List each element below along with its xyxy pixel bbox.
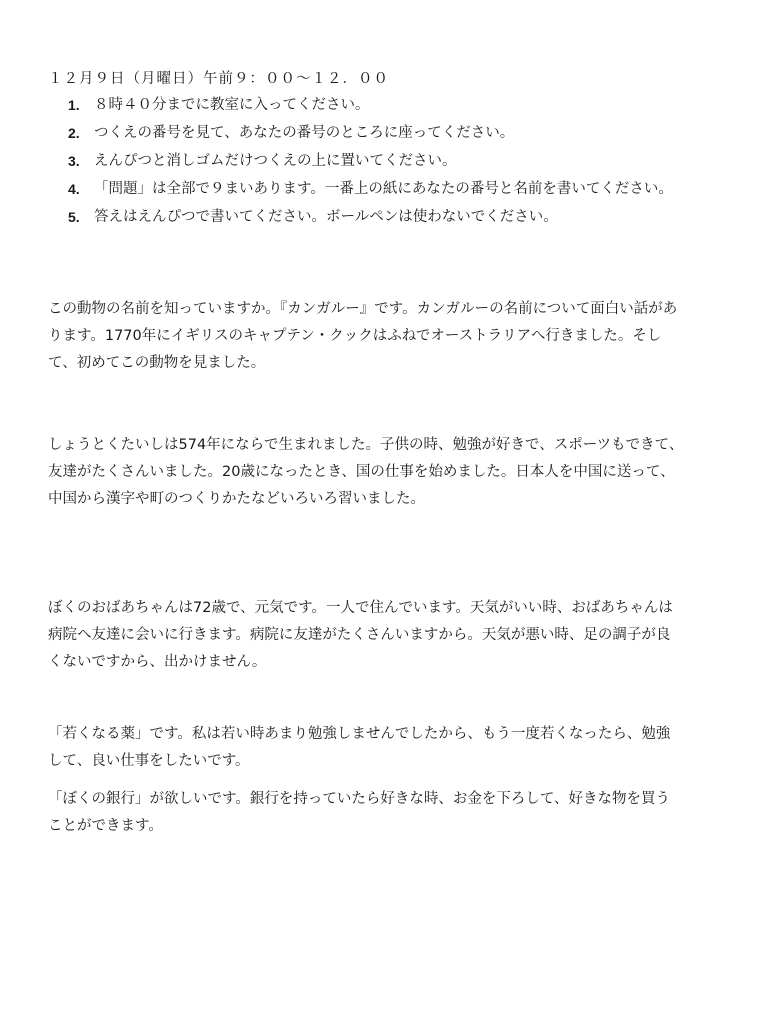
instruction-text: 「問題」は全部で９まいあります。一番上の紙にあなたの番号と名前を書いてください。: [94, 181, 673, 197]
instruction-list: [48, 94, 684, 234]
reading-paragraph-grandmother: ぼくのおばあちゃんは72歳で、元気です。一人で住んでいます。天気がいい時、おばあちゃんは病院へ友達に会いに行きます。病院に友達がたくさんいますから。天気が悪い時、足の調子が良くないですから、出かけません。: [48, 600, 673, 670]
instruction-number: 5.: [68, 209, 80, 225]
instruction-number: 3.: [68, 153, 80, 169]
reading-paragraph-youth-medicine: 「若くなる薬」です。私は若い時あまり勉強しませんでしたから、もう一度若くなったら、勉強して、良い仕事をしたいです。: [48, 726, 671, 769]
instruction-number: 4.: [68, 181, 80, 197]
instruction-number: 2.: [68, 125, 80, 141]
reading-paragraph-my-bank: 「ぼくの銀行」が欲しいです。銀行を持っていたら好きな時、お金を下ろして、好きな物を買うことができます。: [48, 791, 671, 834]
instruction-item: [48, 94, 684, 116]
instruction-text: 答えはえんぴつで書いてください。ボールペンは使わないでください。: [94, 209, 558, 225]
instruction-item: [48, 178, 684, 200]
instruction-text: ８時４０分までに教室に入ってください。: [94, 97, 370, 113]
reading-paragraph-kangaroo: この動物の名前を知っていますか。『カンガルー』です。カンガルーの名前について面白い話があります。1770年にイギリスのキャプテン・クックはふねでオーストラリアへ行きました。そして、初めてこの動物を見ました。: [48, 301, 678, 371]
instruction-number: 1.: [68, 97, 80, 113]
exam-date-line: １２月９日（月曜日）午前９：００～１２．００: [48, 71, 389, 87]
instruction-text: えんぴつと消しゴムだけつくえの上に置いてください。: [94, 153, 457, 169]
instruction-item: [48, 122, 684, 144]
instruction-text: つくえの番号を見て、あなたの番号のところに座ってください。: [94, 125, 515, 141]
instruction-item: [48, 206, 684, 228]
reading-paragraph-shotoku-taishi: しょうとくたいしは574年にならで生まれました。子供の時、勉強が好きで、スポーツもできて、友達がたくさんいました。20歳になったとき、国の仕事を始めました。日本人を中国に送って、中国から漢字や町のつくりかたなどいろいろ習いました。: [48, 437, 684, 507]
instruction-item: [48, 150, 684, 172]
